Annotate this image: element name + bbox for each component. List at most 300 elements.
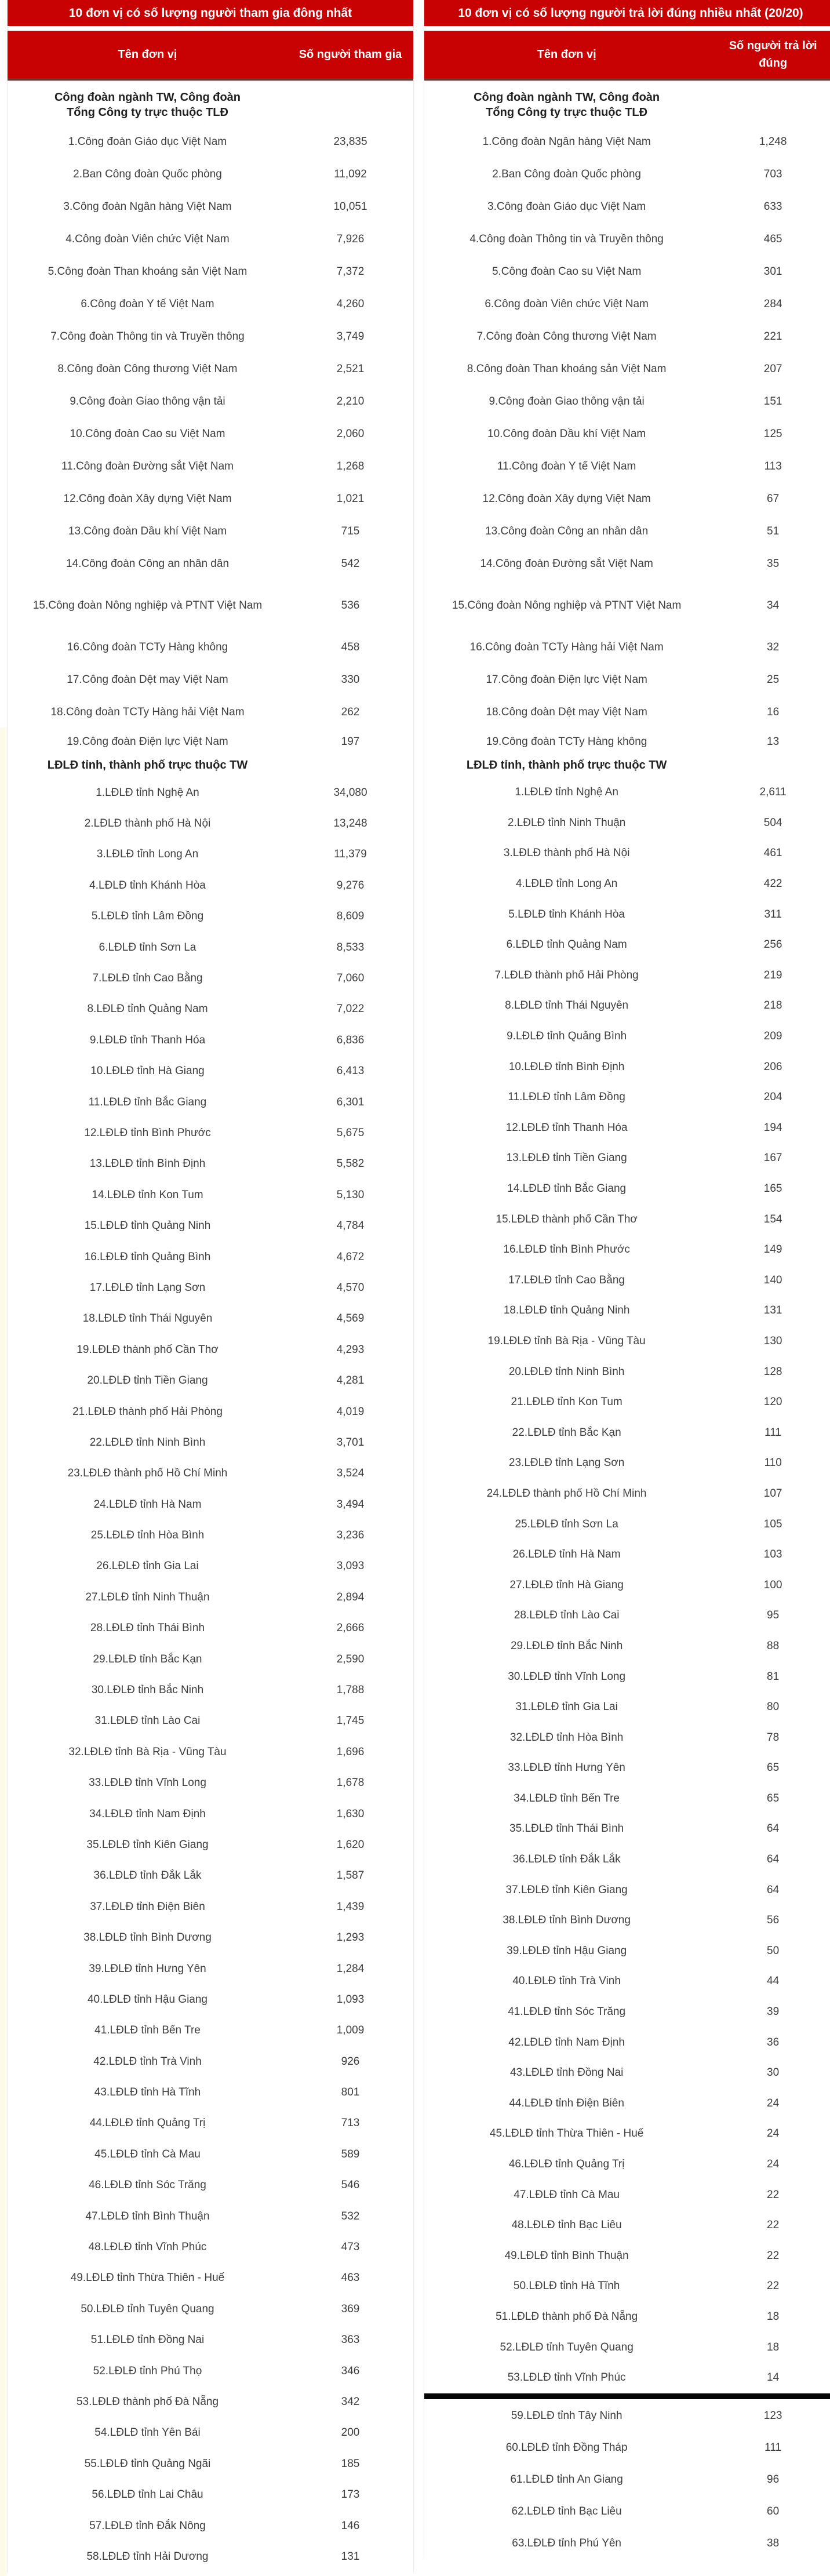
unit-name-cell: 1.Công đoàn Ngân hàng Việt Nam [482, 136, 651, 148]
value-cell: 346 [341, 2364, 360, 2377]
table-row [8, 1984, 413, 2015]
table-row [8, 1210, 413, 1241]
table-row [8, 515, 413, 548]
unit-name-cell: 1.LĐLĐ tỉnh Nghệ An [515, 786, 618, 799]
unit-name-cell: 5.Công đoàn Cao su Việt Nam [492, 265, 642, 278]
unit-name-cell: 31.LĐLĐ tỉnh Lào Cai [94, 1715, 201, 1727]
table-row [424, 223, 830, 256]
participants-table [7, 0, 414, 2573]
table-row [424, 2332, 830, 2363]
table-row [8, 353, 413, 385]
unit-name-cell: 12.LĐLĐ tỉnh Bình Phước [84, 1126, 211, 1139]
value-cell: 262 [341, 706, 360, 718]
table-row [424, 2302, 830, 2333]
value-cell: 4,784 [336, 1220, 365, 1232]
unit-name-cell: 2.LĐLĐ tỉnh Ninh Thuận [507, 816, 626, 829]
table-row [8, 1582, 413, 1613]
value-cell: 32 [767, 641, 780, 653]
unit-name-cell: 16.LĐLĐ tỉnh Bình Phước [503, 1243, 630, 1256]
table-row [424, 1479, 830, 1509]
value-cell: 461 [763, 847, 782, 860]
value-cell: 209 [763, 1030, 782, 1043]
unit-name-cell: 11.Công đoàn Đường sắt Việt Nam [61, 460, 234, 472]
table-row [424, 1356, 830, 1387]
value-cell: 4,672 [336, 1250, 365, 1263]
table-row [424, 2464, 830, 2495]
value-cell: 330 [341, 674, 360, 686]
table-row [8, 1149, 413, 1180]
table-row [424, 1784, 830, 1814]
unit-name-cell: 32.LĐLĐ tỉnh Bà Rịa - Vũng Tàu [68, 1745, 227, 1758]
value-cell: 24 [767, 2127, 780, 2140]
value-cell: 542 [341, 558, 360, 570]
value-cell: 1,788 [336, 1684, 365, 1697]
unit-name-cell: 14.Công đoàn Đường sắt Việt Nam [480, 558, 653, 570]
unit-name-cell: 37.LĐLĐ tỉnh Kiên Giang [505, 1883, 628, 1896]
table-row [424, 2210, 830, 2241]
unit-name-cell: 3.Công đoàn Giáo dục Việt Nam [487, 201, 646, 213]
value-cell: 7,372 [336, 265, 365, 278]
unit-name-cell: 12.LĐLĐ tỉnh Thanh Hóa [505, 1121, 628, 1134]
table-row [8, 1953, 413, 1984]
table-row [8, 1675, 413, 1705]
correct-answers-table-title: 10 đơn vị có số lượng người trả lời đúng nhiều nhất (20/20) [424, 0, 830, 26]
table-row [424, 385, 830, 418]
value-cell: 1,678 [336, 1777, 365, 1789]
unit-name-cell: 7.LĐLĐ thành phố Hải Phòng [494, 969, 639, 981]
value-cell: 7,926 [336, 233, 365, 245]
value-cell: 4,569 [336, 1312, 365, 1325]
value-cell: 206 [763, 1060, 782, 1073]
unit-name-cell: 13.LĐLĐ tỉnh Tiền Giang [506, 1152, 627, 1165]
value-cell: 173 [341, 2488, 360, 2501]
unit-name-cell: 17.Công đoàn Dệt may Việt Nam [67, 674, 228, 686]
unit-name-cell: 45.LĐLĐ tỉnh Thừa Thiên - Huế [489, 2127, 644, 2140]
unit-name-cell: 3.LĐLĐ tỉnh Long An [96, 848, 199, 861]
table-row [8, 664, 413, 696]
correct-answers-table [424, 0, 830, 2559]
unit-name-cell: 36.LĐLĐ tỉnh Đắk Lắk [512, 1853, 621, 1866]
table-row [424, 1936, 830, 1967]
value-cell: 100 [763, 1578, 782, 1591]
table-row [8, 2356, 413, 2386]
table-row [8, 696, 413, 729]
unit-name-cell: 33.LĐLĐ tỉnh Vĩnh Long [89, 1777, 206, 1789]
unit-name-cell: 38.LĐLĐ tỉnh Bình Dương [503, 1914, 631, 1927]
value-cell: 6,413 [336, 1065, 365, 1078]
table-row [8, 2201, 413, 2232]
table-row [424, 1966, 830, 1997]
table-row [424, 418, 830, 450]
table-row [8, 2139, 413, 2170]
value-cell: 589 [341, 2148, 360, 2160]
unit-name-cell: 55.LĐLĐ tỉnh Quảng Ngãi [84, 2457, 211, 2470]
table-row [424, 548, 830, 580]
unit-name-cell: 14.Công đoàn Công an nhân dân [65, 558, 230, 570]
value-cell: 422 [763, 878, 782, 890]
section-header: Công đoàn ngành TW, Công đoàn Tổng Công ty trực thuộc TLĐ [474, 91, 660, 119]
table-row [424, 158, 830, 191]
table-row [8, 901, 413, 932]
table-row [424, 1631, 830, 1662]
table-row [8, 1861, 413, 1891]
table-row [8, 1365, 413, 1396]
unit-name-cell: 27.LĐLĐ tỉnh Ninh Thuận [85, 1591, 210, 1603]
table-row [8, 2325, 413, 2356]
value-cell: 113 [764, 460, 782, 472]
unit-name-cell: 21.LĐLĐ thành phố Hải Phòng [72, 1405, 223, 1418]
unit-name-cell: 8.Công đoàn Than khoáng sản Việt Nam [467, 363, 667, 375]
value-cell: 56 [767, 1914, 780, 1927]
unit-name-cell: 10.LĐLĐ tỉnh Bình Định [508, 1060, 625, 1073]
table-row [8, 1334, 413, 1365]
unit-name-cell: 14.LĐLĐ tỉnh Bắc Giang [507, 1183, 627, 1195]
value-cell: 105 [763, 1518, 782, 1530]
unit-name-cell: 2.LĐLĐ thành phố Hà Nội [84, 817, 211, 830]
unit-name-cell: 9.Công đoàn Giao thông vận tải [489, 395, 645, 407]
unit-name-cell: 44.LĐLĐ tỉnh Điện Biên [509, 2097, 624, 2109]
unit-name-cell: 42.LĐLĐ tỉnh Trà Vinh [93, 2055, 202, 2068]
unit-name-cell: 15.LĐLĐ tỉnh Quảng Ninh [84, 1220, 211, 1232]
table-row [8, 1025, 413, 1056]
unit-name-cell: 17.LĐLĐ tỉnh Cao Bằng [508, 1274, 625, 1286]
correct-answers-table-body [424, 81, 830, 2559]
table-row [8, 1613, 413, 1644]
value-cell: 465 [763, 233, 782, 245]
table-row [424, 1692, 830, 1723]
unit-name-cell: 15.Công đoàn Nông nghiệp và PTNT Việt Nam [452, 599, 682, 612]
value-cell: 64 [767, 1822, 780, 1835]
section-header: LĐLĐ tỉnh, thành phố trực thuộc TW [466, 759, 667, 772]
value-cell: 130 [763, 1334, 782, 1347]
value-cell: 64 [767, 1883, 780, 1896]
table-row [8, 2263, 413, 2294]
value-cell: 30 [767, 2066, 780, 2079]
unit-name-cell: 57.LĐLĐ tỉnh Đắk Nông [89, 2519, 206, 2532]
unit-name-cell: 49.LĐLĐ tỉnh Thừa Thiên - Huế [70, 2272, 225, 2284]
unit-name-cell: 40.LĐLĐ tỉnh Hậu Giang [87, 1993, 208, 2006]
table-row [8, 1737, 413, 1767]
value-cell: 44 [767, 1975, 780, 1988]
table-row [424, 1265, 830, 1296]
value-cell: 3,524 [336, 1467, 365, 1480]
table-row [8, 2046, 413, 2077]
unit-name-cell: 17.LĐLĐ tỉnh Lạng Sơn [89, 1281, 206, 1294]
table-row [8, 1272, 413, 1303]
unit-name-cell: 8.Công đoàn Công thương Việt Nam [57, 363, 238, 375]
unit-name-cell: 25.LĐLĐ tỉnh Hòa Bình [90, 1529, 205, 1542]
value-cell: 284 [763, 298, 782, 310]
unit-name-cell: 8.LĐLĐ tỉnh Quảng Nam [87, 1003, 208, 1016]
table-row [424, 1417, 830, 1448]
table-row [8, 2386, 413, 2417]
unit-name-cell: 34.LĐLĐ tỉnh Bến Tre [514, 1792, 620, 1804]
unit-name-cell: 6.Công đoàn Y tế Việt Nam [81, 298, 214, 310]
table-row [424, 191, 830, 223]
value-cell: 81 [767, 1670, 780, 1683]
value-cell: 2,590 [336, 1653, 365, 1665]
table-row [8, 729, 413, 755]
value-cell: 111 [765, 2441, 782, 2454]
table-row [8, 963, 413, 994]
value-cell: 131 [763, 1304, 782, 1317]
value-cell: 4,019 [336, 1405, 365, 1418]
table-row [424, 483, 830, 515]
table-row [424, 2180, 830, 2210]
value-cell: 38 [767, 2537, 780, 2549]
unit-name-cell: 41.LĐLĐ tỉnh Bến Tre [94, 2024, 201, 2037]
value-cell: 536 [341, 599, 360, 612]
value-cell: 146 [341, 2519, 360, 2532]
unit-name-cell: 39.LĐLĐ tỉnh Hưng Yên [89, 1962, 206, 1975]
unit-name-cell: 51.LĐLĐ tỉnh Đồng Nai [90, 2334, 205, 2346]
table-row [424, 1753, 830, 1784]
unit-name-cell: 5.LĐLĐ tỉnh Lâm Đồng [91, 910, 204, 923]
unit-name-cell: 34.LĐLĐ tỉnh Nam Định [89, 1807, 206, 1820]
left-margin-strip [0, 727, 7, 2576]
unit-name-cell: 56.LĐLĐ tỉnh Lai Châu [92, 2488, 203, 2501]
table-row [8, 2015, 413, 2046]
table-row [424, 288, 830, 321]
value-cell: 11,379 [334, 848, 367, 861]
table-row [424, 353, 830, 385]
unit-name-cell: 21.LĐLĐ tỉnh Kon Tum [511, 1396, 622, 1409]
table-row [8, 870, 413, 901]
value-cell: 13 [767, 736, 780, 748]
table-row [424, 930, 830, 960]
table-row [424, 1997, 830, 2028]
unit-name-cell: 50.LĐLĐ tỉnh Hà Tĩnh [513, 2280, 620, 2293]
value-cell: 1,439 [336, 1900, 365, 1913]
value-cell: 22 [767, 2280, 780, 2293]
table-row [424, 2432, 830, 2464]
unit-name-cell: 24.LĐLĐ tỉnh Hà Nam [93, 1498, 202, 1511]
table-row [424, 580, 830, 631]
unit-name-cell: 6.Công đoàn Viên chức Việt Nam [485, 298, 649, 310]
table-row [8, 2418, 413, 2448]
unit-name-cell: 35.LĐLĐ tỉnh Thái Bình [509, 1822, 624, 1835]
table-row [424, 321, 830, 353]
unit-name-cell: 2.Ban Công đoàn Quốc phòng [492, 168, 641, 180]
unit-name-cell: 37.LĐLĐ tỉnh Điện Biên [90, 1900, 205, 1913]
table-row [424, 2058, 830, 2089]
value-cell: 458 [341, 641, 360, 653]
table-row [8, 1056, 413, 1087]
value-cell: 34 [767, 599, 780, 612]
table-row [8, 1396, 413, 1427]
value-cell: 1,009 [336, 2024, 365, 2037]
value-cell: 6,836 [336, 1034, 365, 1046]
value-cell: 3,749 [336, 330, 365, 343]
participants-table-body [8, 81, 413, 2573]
unit-name-cell: 33.LĐLĐ tỉnh Hưng Yên [508, 1762, 625, 1774]
value-cell: 11,092 [334, 168, 367, 180]
value-cell: 65 [767, 1792, 780, 1804]
table-row [8, 1427, 413, 1458]
value-cell: 4,281 [336, 1374, 365, 1387]
unit-name-cell: 4.Công đoàn Viên chức Việt Nam [65, 233, 230, 245]
table-row [8, 1799, 413, 1829]
value-cell: 256 [763, 938, 782, 951]
unit-name-cell: 49.LĐLĐ tỉnh Bình Thuận [504, 2249, 629, 2262]
unit-name-cell: 51.LĐLĐ thành phố Đà Nẵng [496, 2310, 638, 2323]
value-cell: 51 [767, 525, 780, 537]
unit-name-cell: 45.LĐLĐ tỉnh Cà Mau [94, 2148, 201, 2160]
unit-name-cell: 5.LĐLĐ tỉnh Khánh Hòa [508, 908, 625, 920]
unit-name-cell: 40.LĐLĐ tỉnh Trà Vinh [512, 1975, 621, 1988]
unit-name-cell: 27.LĐLĐ tỉnh Hà Giang [509, 1578, 624, 1591]
table-row [8, 256, 413, 288]
table-row [424, 1326, 830, 1357]
unit-name-cell: 7.Công đoàn Công thương Việt Nam [476, 330, 657, 343]
title-divider [424, 26, 830, 31]
table-row [8, 2232, 413, 2262]
value-cell: 1,696 [336, 1745, 365, 1758]
table-row [8, 2108, 413, 2139]
table-row [8, 1242, 413, 1272]
value-cell: 111 [765, 1426, 782, 1439]
value-cell: 463 [341, 2272, 360, 2284]
value-cell: 1,587 [336, 1869, 365, 1882]
value-cell: 219 [763, 969, 782, 981]
table-row [8, 1304, 413, 1334]
value-cell: 24 [767, 2097, 780, 2109]
value-cell: 1,248 [759, 136, 787, 148]
value-cell: 78 [767, 1731, 780, 1744]
value-cell: 8,533 [336, 941, 365, 954]
table-row [424, 1235, 830, 1265]
table-row [424, 1448, 830, 1479]
value-cell: 18 [767, 2341, 780, 2353]
value-cell: 185 [341, 2457, 360, 2470]
unit-name-cell: 1.LĐLĐ tỉnh Nghệ An [96, 786, 199, 799]
value-cell: 36 [767, 2036, 780, 2049]
table-row [8, 580, 413, 631]
table-row [424, 2527, 830, 2559]
value-cell: 200 [341, 2426, 360, 2439]
table-row [424, 838, 830, 869]
unit-name-cell: 14.LĐLĐ tỉnh Kon Tum [92, 1188, 203, 1201]
value-cell: 473 [341, 2241, 360, 2254]
table-row [424, 664, 830, 696]
unit-name-cell: 59.LĐLĐ tỉnh Tây Ninh [511, 2409, 622, 2422]
unit-name-cell: 16.Công đoàn TCTy Hàng không [67, 641, 228, 653]
unit-name-cell: 5.Công đoàn Than khoáng sản Việt Nam [48, 265, 247, 278]
value-cell: 167 [763, 1152, 782, 1165]
value-cell: 703 [763, 168, 782, 180]
title-divider [8, 26, 413, 31]
value-cell: 9,276 [336, 879, 365, 892]
table-row [8, 2294, 413, 2324]
unit-name-cell: 28.LĐLĐ tỉnh Thái Bình [90, 1622, 205, 1635]
value-cell: 67 [767, 493, 780, 505]
table-row [8, 223, 413, 256]
unit-name-cell: 53.LĐLĐ tỉnh Vĩnh Phúc [507, 2371, 626, 2384]
unit-name-cell: 13.Công đoàn Công an nhân dân [485, 525, 649, 537]
unit-name-cell: 6.LĐLĐ tỉnh Sơn La [99, 941, 196, 954]
unit-name-cell: 60.LĐLĐ tỉnh Đồng Tháp [505, 2441, 628, 2454]
unit-name-cell: 11.LĐLĐ tỉnh Bắc Giang [88, 1096, 207, 1108]
unit-name-cell: 16.LĐLĐ tỉnh Quảng Bình [84, 1250, 211, 1263]
value-cell: 4,570 [336, 1281, 365, 1294]
table-row [424, 126, 830, 158]
value-cell: 7,022 [336, 1003, 365, 1016]
table-row [8, 1829, 413, 1860]
table-row [424, 869, 830, 900]
table-row [8, 1118, 413, 1148]
unit-name-cell: 4.LĐLĐ tỉnh Long An [515, 878, 618, 890]
unit-name-cell: 22.LĐLĐ tỉnh Ninh Bình [89, 1436, 206, 1449]
value-cell: 140 [763, 1274, 782, 1286]
table-row [424, 991, 830, 1021]
table-row [8, 777, 413, 808]
value-cell: 80 [767, 1701, 780, 1713]
table-row [424, 1570, 830, 1600]
table-row [424, 1540, 830, 1570]
table-row [424, 2495, 830, 2527]
table-row [8, 450, 413, 483]
unit-name-cell: 10.Công đoàn Dầu khí Việt Nam [487, 428, 646, 440]
unit-name-cell: 35.LĐLĐ tỉnh Kiên Giang [86, 1838, 209, 1851]
unit-name-cell: 20.LĐLĐ tỉnh Ninh Bình [508, 1365, 625, 1378]
table-row [8, 483, 413, 515]
table-row [424, 2271, 830, 2302]
value-cell: 18 [767, 2310, 780, 2323]
value-cell: 22 [767, 2219, 780, 2232]
unit-name-cell: 4.Công đoàn Thông tin và Truyền thông [469, 233, 664, 245]
table-row [8, 548, 413, 580]
table-row [8, 1922, 413, 1953]
unit-name-cell: 7.Công đoàn Thông tin và Truyền thông [50, 330, 245, 343]
unit-name-cell: 22.LĐLĐ tỉnh Bắc Kạn [512, 1426, 621, 1439]
unit-name-cell: 38.LĐLĐ tỉnh Bình Dương [83, 1931, 212, 1944]
table-row [8, 2170, 413, 2201]
value-cell: 128 [763, 1365, 782, 1378]
table-row [424, 631, 830, 664]
table-row [8, 191, 413, 223]
unit-name-cell: 2.Ban Công đoàn Quốc phòng [73, 168, 222, 180]
value-cell: 207 [763, 363, 782, 375]
value-cell: 713 [341, 2117, 360, 2130]
value-cell: 301 [763, 265, 782, 278]
value-cell: 6,301 [336, 1096, 365, 1108]
table-row [8, 1891, 413, 1922]
value-cell: 165 [763, 1183, 782, 1195]
value-cell: 24 [767, 2158, 780, 2171]
value-cell: 3,236 [336, 1529, 365, 1542]
value-cell: 1,268 [336, 460, 365, 472]
unit-name-cell: 29.LĐLĐ tỉnh Bắc Kạn [93, 1653, 202, 1665]
unit-name-cell: 18.LĐLĐ tỉnh Thái Nguyên [82, 1312, 213, 1325]
unit-name-cell: 36.LĐLĐ tỉnh Đắk Lắk [93, 1869, 202, 1882]
table-row [424, 2400, 830, 2432]
value-cell: 23,835 [333, 136, 367, 148]
unit-name-cell: 28.LĐLĐ tỉnh Lào Cai [514, 1609, 620, 1622]
unit-name-cell: 12.Công đoàn Xây dựng Việt Nam [63, 493, 232, 505]
table-row [8, 2510, 413, 2541]
table-row [8, 2077, 413, 2108]
unit-name-cell: 19.LĐLĐ thành phố Cần Thơ [77, 1343, 219, 1356]
table-row [8, 1489, 413, 1520]
table-row [8, 1551, 413, 1582]
unit-name-cell: 9.LĐLĐ tỉnh Thanh Hóa [89, 1034, 206, 1046]
table-row [8, 385, 413, 418]
table-row [424, 1844, 830, 1875]
table-row [8, 1706, 413, 1737]
unit-name-cell: 50.LĐLĐ tỉnh Tuyên Quang [81, 2302, 214, 2315]
table-row [424, 1113, 830, 1144]
value-cell: 532 [341, 2210, 360, 2222]
